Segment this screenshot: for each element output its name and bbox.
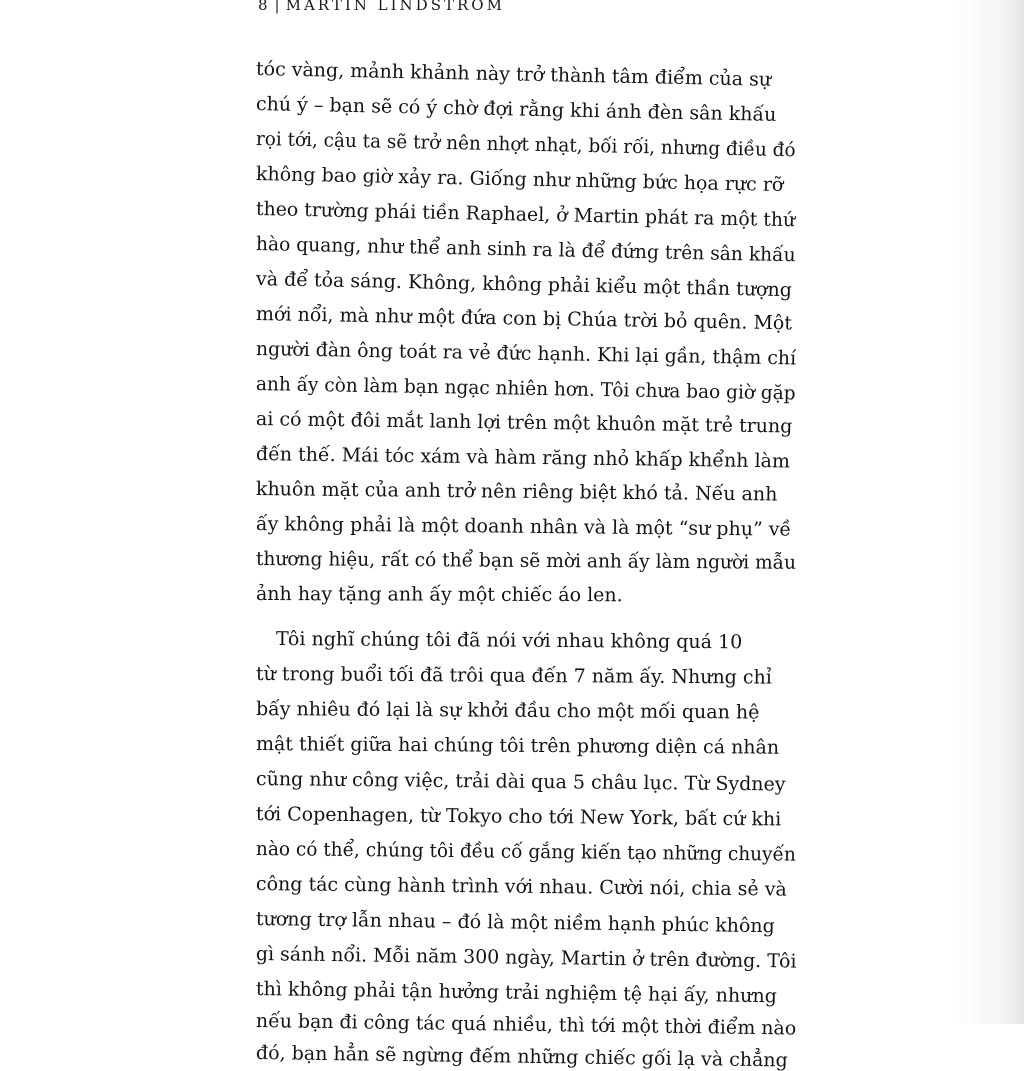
paragraph-1-line-4: không bao giờ xảy ra. Giống như những bức họa rực rỡ	[255, 163, 784, 197]
paragraph-1-line-10: anh ấy còn làm bạn ngạc nhiên hơn. Tôi chưa bao giờ gặp	[255, 373, 796, 405]
paragraph-2-line-3: bấy nhiêu đó lại là sự khởi đầu cho một mối quan hệ	[255, 698, 760, 724]
paragraph-2-line-9: tương trợ lẫn nhau – đó là một niềm hạnh phúc không	[255, 908, 775, 938]
paragraph-1-line-15: thương hiệu, rất có thể bạn sẽ mời anh ấy làm người mẫu	[255, 548, 797, 574]
paragraph-1-line-12: đến thế. Mái tóc xám và hàm răng nhỏ khấp khểnh làm	[255, 443, 791, 473]
paragraph-1-line-8: mới nổi, mà như một đứa con bị Chúa trời bỏ quên. Một	[255, 303, 793, 335]
paragraph-2-line-10: gì sánh nổi. Mỗi năm 300 ngày, Martin ở trên đường. Tôi	[255, 943, 797, 973]
paragraph-1-line-1: tóc vàng, mảnh khảnh này trở thành tâm điểm của sự	[255, 58, 772, 91]
paragraph-2-line-4: mật thiết giữa hai chúng tôi trên phương diện cá nhân	[255, 733, 780, 759]
paragraph-2-line-7: nào có thể, chúng tôi đều cố gắng kiến tạo những chuyến	[255, 838, 796, 866]
header-separator: |	[274, 0, 280, 14]
paragraph-1-line-16: ảnh hay tặng anh ấy một chiếc áo len.	[255, 583, 623, 607]
paragraph-2-line-11: thì không phải tận hưởng trải nghiệm tệ hại ấy, nhưng	[255, 978, 777, 1008]
paragraph-2-line-5: cũng như công việc, trải dài qua 5 châu lục. Từ Sydney	[255, 768, 786, 796]
paragraph-2-line-1: Tôi nghĩ chúng tôi đã nói với nhau không quá 10	[275, 628, 743, 654]
page-number: 8	[258, 0, 271, 14]
paragraph-1-line-2: chú ý – bạn sẽ có ý chờ đợi rằng khi ánh đèn sân khấu	[255, 93, 777, 126]
running-header	[258, 0, 505, 14]
paragraph-2-line-6: tới Copenhagen, từ Tokyo cho tới New York, bất cứ khi	[255, 803, 782, 831]
paragraph-1-line-6: hào quang, như thể anh sinh ra là để đứng trên sân khấu	[255, 233, 796, 267]
paragraph-2-line-8: công tác cùng hành trình với nhau. Cười nói, chia sẻ và	[255, 873, 787, 901]
paragraph-1-line-7: và để tỏa sáng. Không, không phải kiểu một thần tượng	[255, 268, 793, 302]
author-name: MARTIN LINDSTROM	[285, 0, 505, 14]
paragraph-1-line-9: người đàn ông toát ra vẻ đức hạnh. Khi lại gần, thậm chí	[255, 338, 797, 370]
paragraph-1-line-14: ấy không phải là một doanh nhân và là một “sư phụ” về	[255, 513, 792, 541]
paragraph-2-line-12: nếu bạn đi công tác quá nhiều, thì tới một thời điểm nào	[255, 1010, 797, 1040]
page-edge-shadow	[952, 0, 1024, 1024]
paragraph-1-line-3: rọi tới, cậu ta sẽ trở nên nhợt nhạt, bối rối, nhưng điều đó	[255, 128, 796, 162]
paragraph-2-line-2: từ trong buổi tối đã trôi qua đến 7 năm ấy. Nhưng chỉ	[255, 663, 772, 689]
paragraph-2-line-13: đó, bạn hẳn sẽ ngừng đếm những chiếc gối lạ và chẳng	[255, 1042, 788, 1071]
paragraph-1-line-11: ai có một đôi mắt lanh lợi trên một khuôn mặt trẻ trung	[255, 408, 793, 438]
paragraph-1-line-13: khuôn mặt của anh trở nên riêng biệt khó tả. Nếu anh	[255, 478, 778, 506]
paragraph-1-line-5: theo trường phái tiền Raphael, ở Martin phát ra một thứ	[255, 198, 796, 232]
